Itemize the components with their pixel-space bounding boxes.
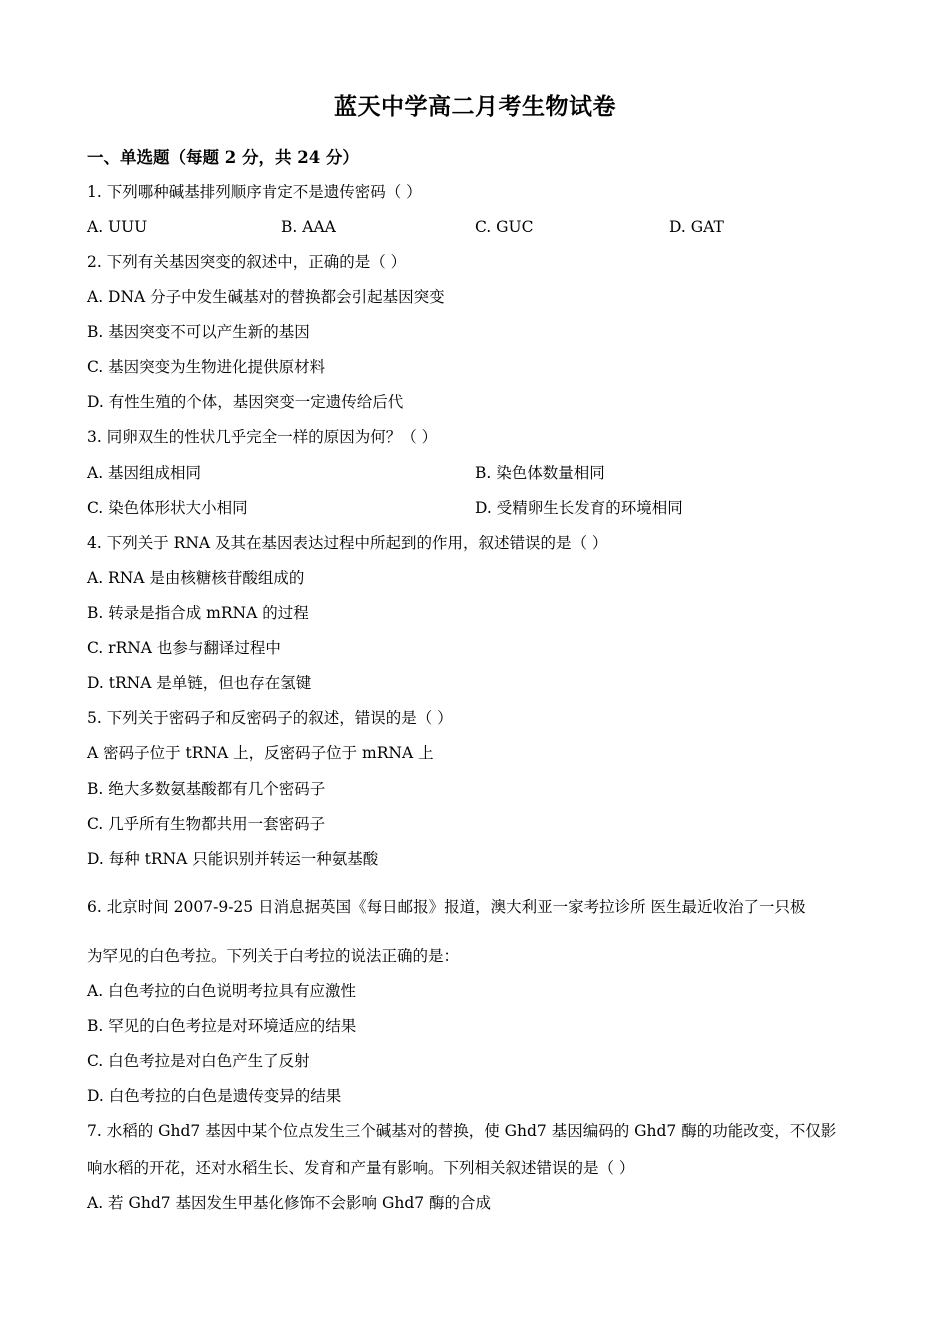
q1-option-d: D. GAT [669, 218, 724, 236]
q3-option-c: C. 染色体形状大小相同 [87, 499, 248, 517]
q5-stem: 5. 下列关于密码子和反密码子的叙述，错误的是（ ） [87, 709, 453, 727]
q5-option-c: C. 几乎所有生物都共用一套密码子 [87, 815, 326, 833]
q6-option-d: D. 白色考拉的白色是遗传变异的结果 [87, 1087, 342, 1105]
q4-option-d: D. tRNA 是单链，但也存在氢键 [87, 674, 312, 692]
q7-stem-line1: 7. 水稻的 Ghd7 基因中某个位点发生三个碱基对的替换，使 Ghd7 基因编码的 Ghd7 酶的功能改变，不仅影 [87, 1122, 837, 1140]
q5-option-d: D. 每种 tRNA 只能识别并转运一种氨基酸 [87, 850, 379, 868]
q7-option-a: A. 若 Ghd7 基因发生甲基化修饰不会影响 Ghd7 酶的合成 [87, 1194, 492, 1212]
q1-option-b: B. AAA [281, 218, 336, 236]
q2-stem: 2. 下列有关基因突变的叙述中，正确的是（ ） [87, 253, 407, 271]
section-heading: 一、单选题（每题 2 分，共 24 分） [87, 148, 359, 167]
q6-option-a: A. 白色考拉的白色说明考拉具有应激性 [87, 982, 357, 1000]
q4-option-a: A. RNA 是由核糖核苷酸组成的 [87, 569, 305, 587]
q6-option-c: C. 白色考拉是对白色产生了反射 [87, 1052, 310, 1070]
q3-option-b: B. 染色体数量相同 [475, 464, 605, 482]
q6-option-b: B. 罕见的白色考拉是对环境适应的结果 [87, 1017, 357, 1035]
q4-option-c: C. rRNA 也参与翻译过程中 [87, 639, 281, 657]
q1-option-a: A. UUU [87, 218, 148, 236]
q2-option-c: C. 基因突变为生物进化提供原材料 [87, 358, 326, 376]
q1-stem: 1. 下列哪种碱基排列顺序肯定不是遗传密码（ ） [87, 183, 422, 201]
q2-option-b: B. 基因突变不可以产生新的基因 [87, 323, 310, 341]
q5-option-a: A 密码子位于 tRNA 上，反密码子位于 mRNA 上 [87, 744, 434, 762]
q3-stem: 3. 同卵双生的性状几乎完全一样的原因为何？（ ） [87, 428, 438, 446]
q6-stem-line2: 为罕见的白色考拉。下列关于白考拉的说法正确的是： [87, 947, 460, 965]
exam-title: 蓝天中学高二月考生物试卷 [334, 93, 616, 120]
q5-option-b: B. 绝大多数氨基酸都有几个密码子 [87, 780, 326, 798]
q4-option-b: B. 转录是指合成 mRNA 的过程 [87, 604, 309, 622]
q2-option-a: A. DNA 分子中发生碱基对的替换都会引起基因突变 [87, 288, 445, 306]
q7-stem-line2: 响水稻的开花，还对水稻生长、发育和产量有影响。下列相关叙述错误的是（ ） [87, 1159, 635, 1177]
q4-stem: 4. 下列关于 RNA 及其在基因表达过程中所起到的作用，叙述错误的是（ ） [87, 534, 608, 552]
q3-option-a: A. 基因组成相同 [87, 464, 202, 482]
q6-stem-line1: 6. 北京时间 2007-9-25 日消息据英国《每日邮报》报道，澳大利亚一家考拉诊所 医生最近收治了一只极 [87, 898, 806, 916]
q2-option-d: D. 有性生殖的个体，基因突变一定遗传给后代 [87, 393, 404, 411]
q1-option-c: C. GUC [475, 218, 534, 236]
q3-option-d: D. 受精卵生长发育的环境相同 [475, 499, 683, 517]
